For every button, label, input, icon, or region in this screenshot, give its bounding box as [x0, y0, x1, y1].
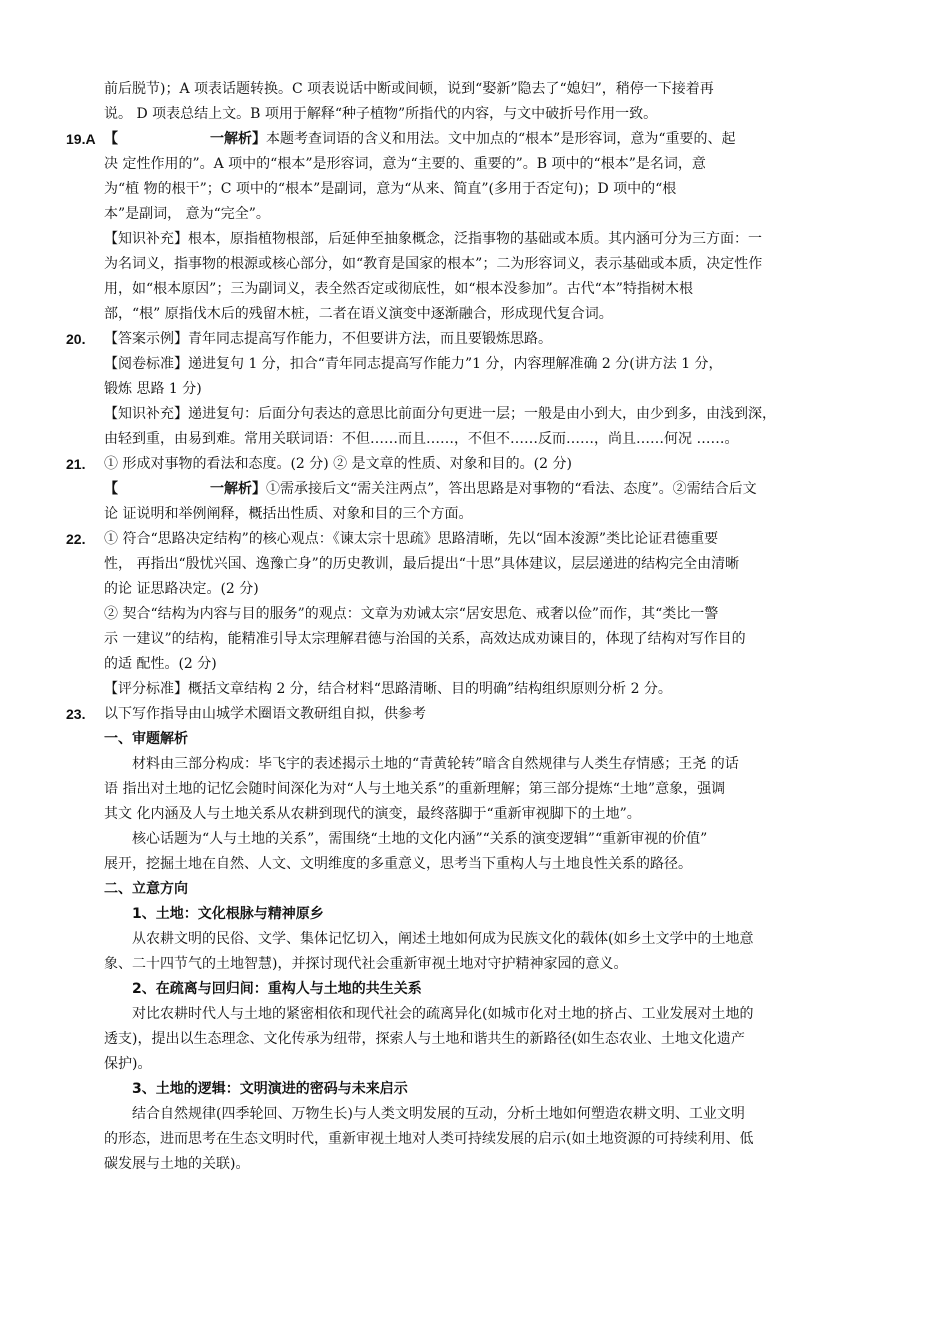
knowledge-line: 用，如“根本原因”；三为副词义，表全然否定或彻底性，如“根本没参加”。古代“本”特指树木根	[104, 281, 693, 297]
paragraph-line: 对比农耕时代人与土地的紧密相依和现代社会的疏离异化(如城市化对土地的挤占、工业发展对土地的	[132, 1006, 754, 1022]
answer-line: 示 一建议”的结构，能精准引导太宗理解君德与治国的关系，高效达成劝谏目的，体现了结构对写作目的	[104, 631, 746, 647]
question-number: 23.	[66, 706, 86, 722]
answer-line: ① 形成对事物的看法和态度。(2 分) ② 是文章的性质、对象和目的。(2 分)	[104, 456, 572, 472]
analysis-line: 为“植 物的根干”；C 项中的“根本”是副词，意为“从来、简直”(多用于否定句)；D 项中的“根	[104, 181, 677, 197]
answer-line: 【答案示例】青年同志提高写作能力，不但要讲方法，而且要锻炼思路。	[104, 331, 552, 347]
bracket: 【	[104, 131, 118, 147]
subsection-heading: 2、在疏离与回归间：重构人与土地的共生关系	[132, 981, 422, 997]
analysis-line	[104, 479, 757, 499]
paragraph-line: 从农耕文明的民俗、文学、集体记忆切入，阐述土地如何成为民族文化的载体(如乡土文学中的土地意	[132, 931, 754, 947]
analysis-label: 一解析】	[210, 131, 266, 147]
paragraph-line: 展开，挖掘土地在自然、人文、文明维度的多重意义，思考当下重构人与土地良性关系的路径。	[104, 856, 692, 872]
question-number: 21.	[66, 456, 86, 472]
knowledge-line: 部，“根” 原指伐木后的残留木桩，二者在语义演变中逐渐融合，形成现代复合词。	[104, 306, 613, 322]
analysis-text: 本题考查词语的含义和用法。文中加点的“根本”是形容词，意为“重要的、起	[266, 131, 736, 147]
analysis-line: 论 证说明和举例阐释，概括出性质、对象和目的三个方面。	[104, 506, 473, 522]
answer-line: 性， 再指出“殷忧兴国、逸豫亡身”的历史教训，最后提出“十思”具体建议，层层递进的结构完全由清晰	[104, 556, 740, 572]
knowledge-line: 【知识补充】根本，原指植物根部，后延伸至抽象概念，泛指事物的基础或本质。其内涵可分为三方面：一	[104, 231, 762, 247]
analysis-line: 本”是副词， 意为“完全”。	[104, 206, 270, 222]
paragraph-line: 其文 化内涵及人与土地关系从农耕到现代的演变，最终落脚于“重新审视脚下的土地”。	[104, 806, 641, 822]
subsection-heading: 1、土地：文化根脉与精神原乡	[132, 906, 324, 922]
section-heading: 一、审题解析	[104, 731, 188, 747]
answer-line: 的论 证思路决定。(2 分)	[104, 581, 259, 597]
intro-line: 说。 D 项表总结上文。B 项用于解释“种子植物”所指代的内容，与文中破折号作用一致。	[104, 106, 658, 122]
analysis-line: 决 定性作用的”。A 项中的“根本”是形容词，意为“主要的、重要的”。B 项中的“根本”是名词，意	[104, 156, 706, 172]
answer-line: 的适 配性。(2 分)	[104, 656, 217, 672]
knowledge-line: 由轻到重，由易到难。常用关联词语：不但……而且……，不但不……反而……，尚且……何况 ……。	[104, 431, 739, 447]
paragraph-line: 材料由三部分构成：毕飞宇的表述揭示土地的“青黄轮转”暗含自然规律与人类生存情感；王尧 的话	[132, 756, 739, 772]
bracket: 【	[104, 481, 118, 497]
grading-line: 【阅卷标准】递进复句 1 分，扣合“青年同志提高写作能力”1 分，内容理解准确 2 分(讲方法 1 分，	[104, 356, 723, 372]
paragraph-line: 语 指出对土地的记忆会随时间深化为对“人与土地关系”的重新理解；第三部分提炼“土地”意象，强调	[104, 781, 726, 797]
paragraph-line: 保护)。	[104, 1056, 152, 1072]
answer-line: ② 契合“结构为内容与目的服务”的观点：文章为劝诫太宗“居安思危、戒奢以俭”而作，其“类比一警	[104, 606, 719, 622]
question-number: 20.	[66, 331, 86, 347]
analysis-text: ①需承接后文“需关注两点”，答出思路是对事物的“看法、态度”。②需结合后文	[266, 481, 757, 497]
knowledge-line: 【知识补充】递进复句：后面分句表达的意思比前面分句更进一层；一般是由小到大，由少到多，由浅到深，	[104, 406, 776, 422]
intro-line: 前后脱节)；A 项表话题转换。C 项表说话中断或间顿，说到“娶新”隐去了“媳妇”，稍停一下接着再	[104, 81, 714, 97]
section-heading: 二、立意方向	[104, 881, 188, 897]
intro-line: 以下写作指导由山城学术圈语文教研组自拟，供参考	[104, 706, 426, 722]
knowledge-line: 为名词义，指事物的根源或核心部分，如“教育是国家的根本”；二为形容词义，表示基础或本质，决定性作	[104, 256, 763, 272]
analysis-line	[104, 129, 735, 149]
paragraph-line: 象、二十四节气的土地智慧)，并探讨现代社会重新审视土地对守护精神家园的意义。	[104, 956, 628, 972]
paragraph-line: 结合自然规律(四季轮回、万物生长)与人类文明发展的互动，分析土地如何塑造农耕文明、工业文明	[132, 1106, 745, 1122]
question-number: 19.A	[66, 131, 96, 147]
grading-line: 锻炼 思路 1 分)	[104, 381, 202, 397]
question-number: 22.	[66, 531, 86, 547]
grading-line: 【评分标准】概括文章结构 2 分，结合材料“思路清晰、目的明确”结构组织原则分析 2 分。	[104, 681, 672, 697]
paragraph-line: 透支)，提出以生态理念、文化传承为纽带，探索人与土地和谐共生的新路径(如生态农业、土地文化遗产	[104, 1031, 745, 1047]
answer-line: ① 符合“思路决定结构”的核心观点：《谏太宗十思疏》思路清晰，先以“固本浚源”类比论证君德重要	[104, 531, 719, 547]
paragraph-line: 的形态，进而思考在生态文明时代，重新审视土地对人类可持续发展的启示(如土地资源的可持续利用、低	[104, 1131, 754, 1147]
analysis-label: 一解析】	[210, 481, 266, 497]
paragraph-line: 核心话题为“人与土地的关系”，需围绕“土地的文化内涵”“关系的演变逻辑”“重新审视的价值”	[132, 831, 708, 847]
subsection-heading: 3、土地的逻辑：文明演进的密码与未来启示	[132, 1081, 408, 1097]
paragraph-line: 碳发展与土地的关联)。	[104, 1156, 250, 1172]
